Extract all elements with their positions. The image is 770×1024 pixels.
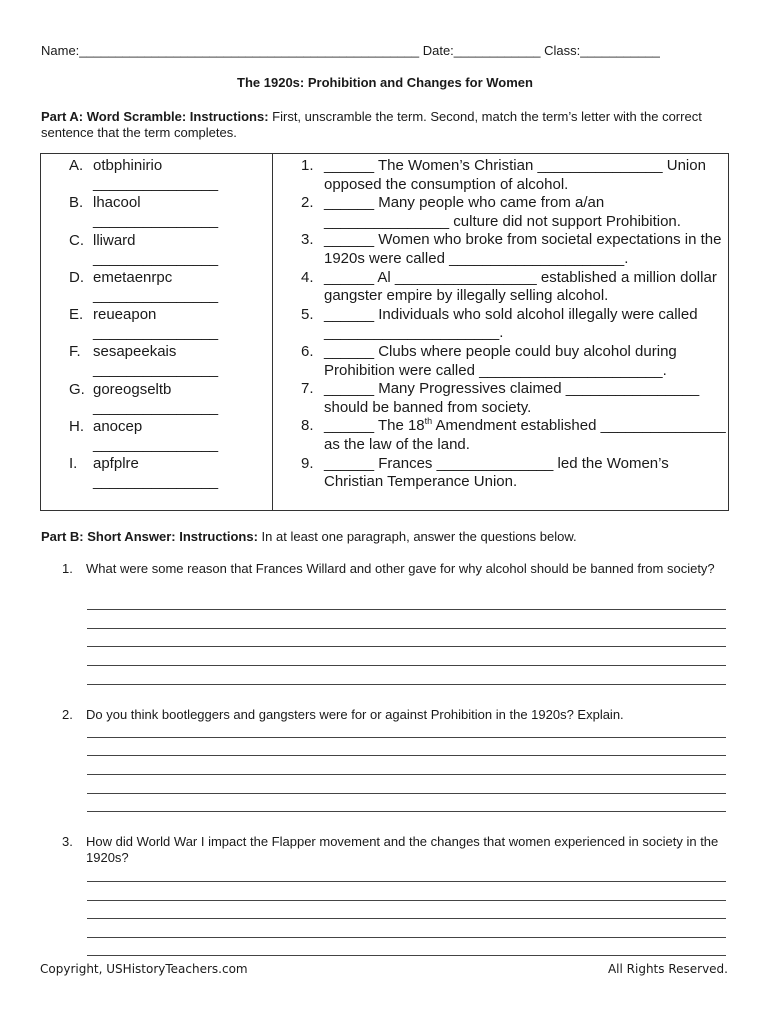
word-letter: C.: [69, 231, 84, 249]
question-number: 3.: [62, 834, 73, 849]
question-text: How did World War I impact the Flapper movement and the changes that women experienced in society in the 1920s?: [86, 834, 719, 865]
sentence-number: 4.: [301, 268, 314, 286]
answer-line[interactable]: [87, 955, 726, 956]
question-1: [62, 561, 732, 577]
part-a-heading: Part A: Word Scramble: Instructions:: [41, 109, 269, 124]
answer-line[interactable]: [87, 881, 726, 882]
word-letter: G.: [69, 380, 85, 398]
word-letter: B.: [69, 194, 84, 212]
sentence-number: 1.: [301, 157, 314, 174]
sentence-number: 7.: [301, 380, 314, 398]
list-item: [301, 343, 726, 380]
name-date-class-line: Name:_______________________________________________ Date:____________ Class:___________: [41, 43, 660, 58]
word-letter: E.: [69, 306, 84, 324]
ordinal-superscript: th: [424, 416, 433, 427]
answer-blank[interactable]: _______________: [93, 212, 219, 230]
sentence-text: ______ Clubs where people could buy alcohol during Prohibition were called ______________________.: [324, 342, 677, 379]
answer-blank[interactable]: _______________: [93, 473, 219, 491]
list-item: [301, 306, 726, 343]
answer-line[interactable]: [87, 937, 726, 938]
sentence-text: ______ Individuals who sold alcohol illegally were called _____________________.: [324, 305, 698, 342]
answer-blank[interactable]: _______________: [93, 175, 219, 192]
part-a-instructions: [41, 109, 731, 141]
answer-line[interactable]: [87, 684, 726, 685]
list-item: [301, 417, 726, 454]
answer-blank[interactable]: _______________: [93, 436, 219, 454]
answer-blank[interactable]: _______________: [93, 398, 219, 416]
question-3: [62, 834, 732, 866]
list-item: [301, 380, 726, 417]
sentence-text: ______ The Women’s Christian _______________ Union opposed the consumption of alcohol.: [324, 157, 706, 193]
list-item: [301, 455, 726, 492]
question-text: Do you think bootleggers and gangsters were for or against Prohibition in the 1920s? Explain.: [86, 707, 624, 722]
list-item: [301, 157, 726, 194]
table-divider: [272, 154, 273, 510]
copyright-text: Copyright, USHistoryTeachers.com: [40, 962, 248, 976]
answer-line[interactable]: [87, 646, 726, 647]
scrambled-word: reueapon: [93, 306, 157, 324]
list-item: [301, 269, 726, 306]
word-letter: D.: [69, 268, 84, 286]
answer-line[interactable]: [87, 737, 726, 738]
word-letter: A.: [69, 157, 84, 174]
question-number: 2.: [62, 707, 73, 722]
sentence-text: ______ Al _________________ established a million dollar gangster empire by illegally selling alcohol.: [324, 268, 717, 305]
part-b-instructions: [41, 529, 577, 544]
answer-line[interactable]: [87, 665, 726, 666]
sentence-number: 8.: [301, 417, 314, 435]
word-letter: F.: [69, 343, 81, 361]
question-2: [62, 707, 732, 723]
scrambled-word: apfplre: [93, 455, 139, 473]
sentence-text: ______ Many Progressives claimed ________________ should be banned from society.: [324, 380, 700, 416]
part-b-heading: Part B: Short Answer: Instructions:: [41, 529, 258, 544]
answer-line[interactable]: [87, 900, 726, 901]
answer-line[interactable]: [87, 774, 726, 775]
scrambled-word: sesapeekais: [93, 343, 177, 361]
word-letter: I.: [69, 455, 78, 473]
answer-line[interactable]: [87, 918, 726, 919]
question-text: What were some reason that Frances Willard and other gave for why alcohol should be banned from society?: [86, 561, 715, 576]
answer-line[interactable]: [87, 811, 726, 812]
sentence-text: ______ Many people who came from a/an _______________ culture did not support Prohibition.: [324, 194, 681, 230]
worksheet-title: The 1920s: Prohibition and Changes for Women: [237, 75, 533, 90]
rights-text: All Rights Reserved.: [607, 962, 728, 976]
list-item: [301, 231, 726, 268]
sentence-text: [324, 417, 726, 454]
part-b-instructions-text: In at least one paragraph, answer the questions below.: [257, 529, 577, 544]
answer-line[interactable]: [87, 793, 726, 794]
sentence-text: ______ Women who broke from societal expectations in the 1920s were called _____________________.: [324, 231, 722, 267]
answer-blank[interactable]: _______________: [93, 249, 219, 267]
sentence-text-before: ______ The 18: [324, 417, 425, 435]
scrambled-word: emetaenrpc: [93, 268, 173, 286]
scrambled-word: goreogseltb: [93, 380, 172, 398]
word-letter: H.: [69, 418, 84, 436]
answer-blank[interactable]: _______________: [93, 324, 219, 342]
sentence-number: 3.: [301, 231, 314, 249]
sentence-number: 5.: [301, 305, 314, 323]
scrambled-word: lliward: [93, 231, 136, 249]
word-scramble-table: [40, 153, 729, 511]
sentence-number: 6.: [301, 342, 314, 360]
list-item: [301, 194, 726, 231]
answer-blank[interactable]: _______________: [93, 286, 219, 304]
sentence-list: [301, 157, 726, 492]
answer-blank[interactable]: _______________: [93, 361, 219, 379]
answer-line[interactable]: [87, 755, 726, 756]
scrambled-word: lhacool: [93, 194, 141, 212]
scrambled-word: otbphinirio: [93, 157, 163, 174]
answer-line[interactable]: [87, 609, 726, 610]
sentence-number: 2.: [301, 194, 314, 212]
sentence-text-after: Amendment established _______________ as the law of the land.: [324, 417, 726, 453]
answer-line[interactable]: [87, 628, 726, 629]
scrambled-word: anocep: [93, 418, 143, 436]
question-number: 1.: [62, 561, 73, 576]
part-a-instructions-text: First, unscramble the term. Second, match the term’s letter with the correct sentence that the term completes.: [41, 109, 702, 140]
sentence-text: ______ Frances ______________ led the Women’s Christian Temperance Union.: [324, 454, 669, 491]
sentence-number: 9.: [301, 454, 314, 472]
